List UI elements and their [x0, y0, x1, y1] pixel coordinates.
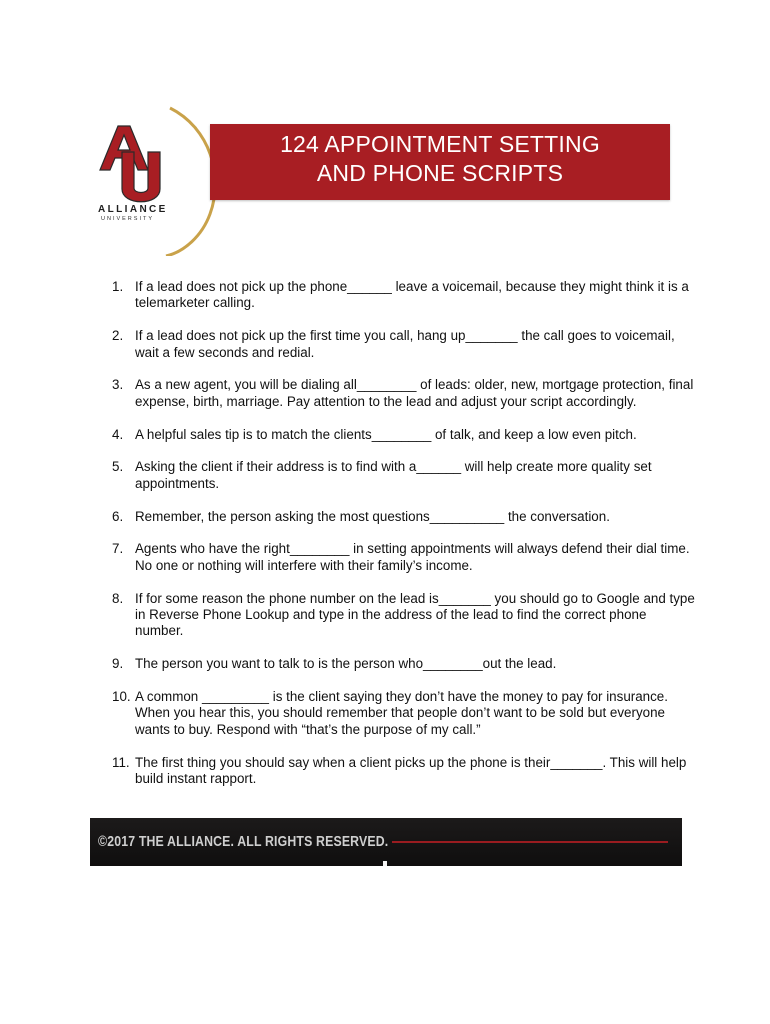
list-item — [112, 377, 697, 410]
question-text: If a lead does not pick up the first time you call, hang up_______ the call goes to voicemail, wait a few seconds and redial. — [135, 328, 675, 360]
au-monogram-icon — [96, 122, 166, 210]
question-text: The person you want to talk to is the person who________out the lead. — [135, 656, 557, 672]
list-item — [112, 279, 697, 312]
alliance-university-logo — [92, 106, 222, 256]
copyright-text: ©2017 THE ALLIANCE. ALL RIGHTS RESERVED. — [98, 833, 389, 850]
question-number: 6. — [112, 508, 124, 524]
question-number: 10. — [112, 689, 131, 705]
list-item — [112, 541, 697, 574]
question-text: Remember, the person asking the most questions__________ the conversation. — [135, 508, 610, 524]
list-item — [112, 755, 697, 788]
question-number: 4. — [112, 426, 124, 442]
question-number: 3. — [112, 377, 124, 393]
footer-marker — [383, 861, 387, 866]
document-header — [92, 106, 670, 256]
footer-divider — [392, 841, 668, 843]
question-text: Agents who have the right________ in setting appointments will always defend their dial time. No one or nothing will interfere with their family’s income. — [135, 541, 690, 573]
title-banner — [210, 124, 670, 200]
question-number: 2. — [112, 328, 124, 344]
logo-subname: UNIVERSITY — [101, 216, 155, 222]
question-text: If for some reason the phone number on the lead is_______ you should go to Google and type in Reverse Phone Lookup and type in the address of the lead to find the correct phone number. — [135, 590, 695, 639]
list-item — [112, 656, 697, 672]
question-number: 7. — [112, 541, 124, 557]
list-item — [112, 328, 697, 361]
page-title: 124 APPOINTMENT SETTING AND PHONE SCRIPTS — [280, 131, 600, 186]
question-number: 8. — [112, 590, 124, 606]
question-text: A helpful sales tip is to match the clients________ of talk, and keep a low even pitch. — [135, 426, 637, 442]
question-text: As a new agent, you will be dialing all________ of leads: older, new, mortgage protection, final expense, birth, marriage. Pay attention to the lead and adjust your script accordingly. — [135, 377, 694, 409]
question-text: If a lead does not pick up the phone______ leave a voicemail, because they might think it is a telemarketer calling. — [135, 279, 689, 311]
question-list — [112, 279, 697, 804]
question-text: The first thing you should say when a client picks up the phone is their_______. This will help build instant rapport. — [135, 754, 687, 787]
question-text: Asking the client if their address is to find with a______ will help create more quality set appointments. — [135, 459, 652, 491]
question-number: 1. — [112, 279, 124, 294]
list-item — [112, 427, 697, 443]
copyright-footer — [90, 818, 682, 866]
list-item — [112, 459, 697, 492]
question-number: 9. — [112, 656, 124, 672]
question-number: 11. — [112, 754, 130, 770]
logo-name: ALLIANCE — [98, 204, 168, 215]
question-number: 5. — [112, 459, 124, 475]
question-text: A common _________ is the client saying they don’t have the money to pay for insurance. When you hear this, you should remember that people don’t want to be sold but everyone wants to buy. Respond with “that’s the purpose of my call.” — [135, 689, 668, 737]
list-item — [112, 689, 697, 738]
list-item — [112, 591, 697, 640]
list-item — [112, 509, 697, 525]
